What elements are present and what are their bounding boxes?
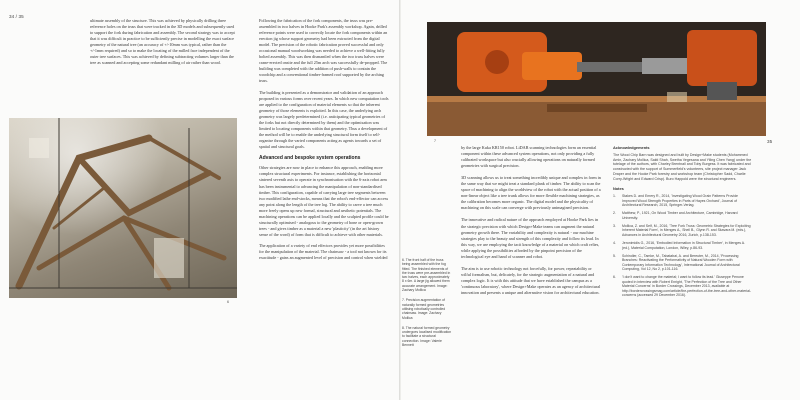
note-number: 4. xyxy=(613,241,616,245)
note-number: 5. xyxy=(613,253,616,258)
photo-robotic-chainsaw xyxy=(427,22,766,136)
figure-caption: 7. Precision augmentation of naturally formed geometries utilising robotically controlled chainsaw. Image: Zachary Mollica xyxy=(402,298,446,320)
paragraph: The aim is to use robotic technology not forcefully, for power, repeatability or wilful formalism, but, delicately, for the strategic augmentation of a natural and complex logic. It is with this attitude that we have established the campus as a 'continuous laboratory', where Design+Make operates as an agency of architectural innovation and presents a unique and alternative vision for architectural education. xyxy=(461,265,601,295)
text-column-2 xyxy=(259,18,389,266)
section-heading: Advanced and bespoke system operations xyxy=(259,155,361,162)
figure-caption: 6. The front half of the truss being assembled with the fog fitted. The finished elements of the truss were pre-assembled in two halves, each approximately 8 x 6m. A large jig allowed them accurate arrangement. Image: Zachary Mollica xyxy=(402,258,451,293)
note-item xyxy=(613,241,753,250)
figure-number-right: 7 xyxy=(434,139,436,143)
notes-heading: Notes xyxy=(613,186,624,192)
text-column-1 xyxy=(90,18,236,72)
robot-illustration xyxy=(427,22,766,136)
page-number-left: 34 / 35 xyxy=(9,14,24,19)
note-text: Schindler, C., Tamke, M., Tabatabai, A. and Bereuter, M., 2014, 'Processing Branches: Reactivating the Performativity of Natural Wooden Form with Contemporary Information Technology', International Journal of Architectural Computing, Vol 12, No 2, p.101-116. xyxy=(622,253,740,272)
page-number-right: 35 xyxy=(767,139,773,144)
note-number: 3. xyxy=(613,223,616,228)
note-item xyxy=(613,194,753,208)
text-column-3 xyxy=(461,145,601,302)
note-text: Matthew, P., 1921, On Wood Timber and Architecture, Cambridge, Harvard University. xyxy=(622,211,738,220)
paragraph: Following the fabrication of the fork components, the truss was pre-assembled in two halves in Hooke Park's assembly workshop. Again, drilled reference points were used to correctly locate the fork components within an erection jig whose support geometry had been extracted from the digital model. The precision of the robotic fabrication proved successful and only occasional manual woodworking was needed to achieve a well-fitting fully bolted assembly. This was then dismantled when the two truss halves were crane-erected onsite and the full 25m arch was successfully de-propped. The building was completed with the addition of push-walls to contain the woodchip and a conventional timber-framed roof supported by the arching truss. xyxy=(259,18,388,84)
note-item xyxy=(613,275,753,298)
note-text: Jeronimidis G., 2016, 'Embodied Information in Structural Timber', in Menges A. (ed.), Material Computation, London, Wiley, p.86-93. xyxy=(622,241,746,250)
note-item xyxy=(613,224,753,238)
paragraph: The building is presented as a demonstrator and validation of an approach proposed in various forms over recent years. In which new computation tools are applied to the configuration of material elements so that the inherent geometry of those elements is exploited. In this case, the underlying arch geometry was largely predetermined (i.e. anticipating typical geometries of the forks but not directly determined by them) and the optimisation was limited to locating components within that geometry. Thus a development of the method will be to enable the underlying structural form itself to self-organise through the varied components acting as agents towards a set of spatial and structural goals. xyxy=(259,89,389,150)
page-gutter xyxy=(399,0,401,400)
truss-illustration xyxy=(9,118,237,298)
note-number: 2. xyxy=(613,211,616,216)
acknowledgements-text: The Wood Chip Barn was designed and built by Design+Make students (Mohammed Amin, Zachary Mollica, Sakti Shah, Swetha Vegesana and Yiling Chen Yang) under the tutelage of the authors, with Charley Brentnall and Toby Burgess. It was fabricated and constructed with the support of Summerfield's volunteers, site project manager Jack Draper and the Hooke Park forestry and workshop team (Christopher Sadd, Charlie Corry-Wright and Edward Crisp). Buro Happold were the structural engineers. xyxy=(613,153,752,181)
acknowledgements-heading: Acknowledgements xyxy=(613,145,650,150)
note-number: 1. xyxy=(613,194,616,199)
note-number: 6. xyxy=(613,275,616,280)
paragraph: ultimate assembly of the structure. This was achieved by physically drilling three reference holes on the truss that were tracked in the 3D models and subsequently used to support the fork during fabrication and assembly. The second strategy was to accept that it was difficult in practice to be sufficiently precise in modelling the exact surface geometry of the natural tree (an accuracy of +/-10mm was typical, rather than the +/-1mm required) and so to make the locating of the milled face independent of the outer tree surfaces. This was achieved by defining subtracting volumes larger than the tree as scanned and accepting some redundant milling of air rather than wood. xyxy=(90,18,235,66)
note-text: Mollica, Z. and Self, M., 2016, 'Tree Fork Truss: Geometric Strategies for Exploiting Inherent Material Form', in Menges A., Sheil B., Glynn R. and Skavara M. (eds.), Advances in Architectural Geometry 2016, Zurich, p.138-153. xyxy=(622,223,751,237)
note-item xyxy=(613,211,753,220)
figure-captions xyxy=(402,258,452,353)
notes-column xyxy=(613,145,753,301)
notes-list xyxy=(613,194,753,297)
paragraph: 3D scanning allows us to treat something incredibly unique and complex in form in the same way that we might treat a standard plank of timber. The ability to scan the space of machining to align the worldview of the robot with the actual position of a non-linear object like a tree trunk allows for more flexible machining strategies, as the calibration becomes more organic. The digital model and the physicality of machining on this scale can converge with previously unimagined precision. xyxy=(461,175,601,211)
figure-number-left: 6 xyxy=(227,300,229,304)
photo-truss-assembly xyxy=(9,118,237,298)
note-text: Stakes D. and Emery R., 2014, 'Investigating Wood Grain Patterns Provide Improved Wood Strength Properties in Parts of Hayes Orchard', Journal of Architectural Research, 2015, Springer-Verlag. xyxy=(622,194,738,208)
note-text: 'I don't want to change the material; I want to follow its lead.' Giuseppe Penone quoted in interview with Robert Enright, 'The Perfection of the Tree and Other Material Concerns' in Border Crossings, December 2013, available at http://bordercrossingsmag.com/article/the-perfection-of-the-tree-and-other-material-concerns (accessed 29 December 2016). xyxy=(622,275,751,298)
paragraph: Other strategies are now in place to enhance this approach, enabling more complex structural experiments. For instance, establishing the horizontal sintered seventh axis to operate in synchronisation with the 6-axis robot arm has been instrumental to advancing the manipulation of non-standardised timber. This configuration, capable of carrying large tree segments between two modified lathe end-stocks, means that the robot's end-effector can access any point along the length of the tree log. The ability to carve a tree much more freely opens up new formal, structural and aesthetic potentials. The machining operations can be applied locally and the sculpted profile could be structurally optimised - analogous to the geometry of bone or open-grown trees - and gives timber as a material a new 'plasticity' (in the art history sense of the word) of form that is difficult to achieve with other materials. xyxy=(259,165,389,237)
note-item xyxy=(613,254,753,272)
paragraph: by the large Kuka KR150 robot. LiDAR scanning technologies form an essential component within these advanced system operations, not only providing a fully calibrated workspace but also crucially allowing operations on naturally formed geometries with surgical precision. xyxy=(461,145,597,169)
figure-caption: 8. The natural formed geometry undergoes localised modification to facilitate a structural connection. Image: Valerie Bennett xyxy=(402,325,452,348)
paragraph: The application of a variety of end effectors provides yet more possibilities for the manipulation of the material. The chainsaw - a tool not known for its exactitude - gains an augmented level of precision and control when wielded xyxy=(259,243,388,261)
paragraph: The innovative and radical nature of the approach employed at Hooke Park lies in the strategic precision with which Design+Make teams can augment the natural geometry growth there. The variability and complexity is natural - our machine strategies play to the beauty and strength of this complexity and follow its lead. In this way, we are employing the tacit knowledge of a material on which craft relies, while applying the possibilities afforded by the pinpoint precision of the technological eye and hand of scanner and robot. xyxy=(461,217,600,259)
